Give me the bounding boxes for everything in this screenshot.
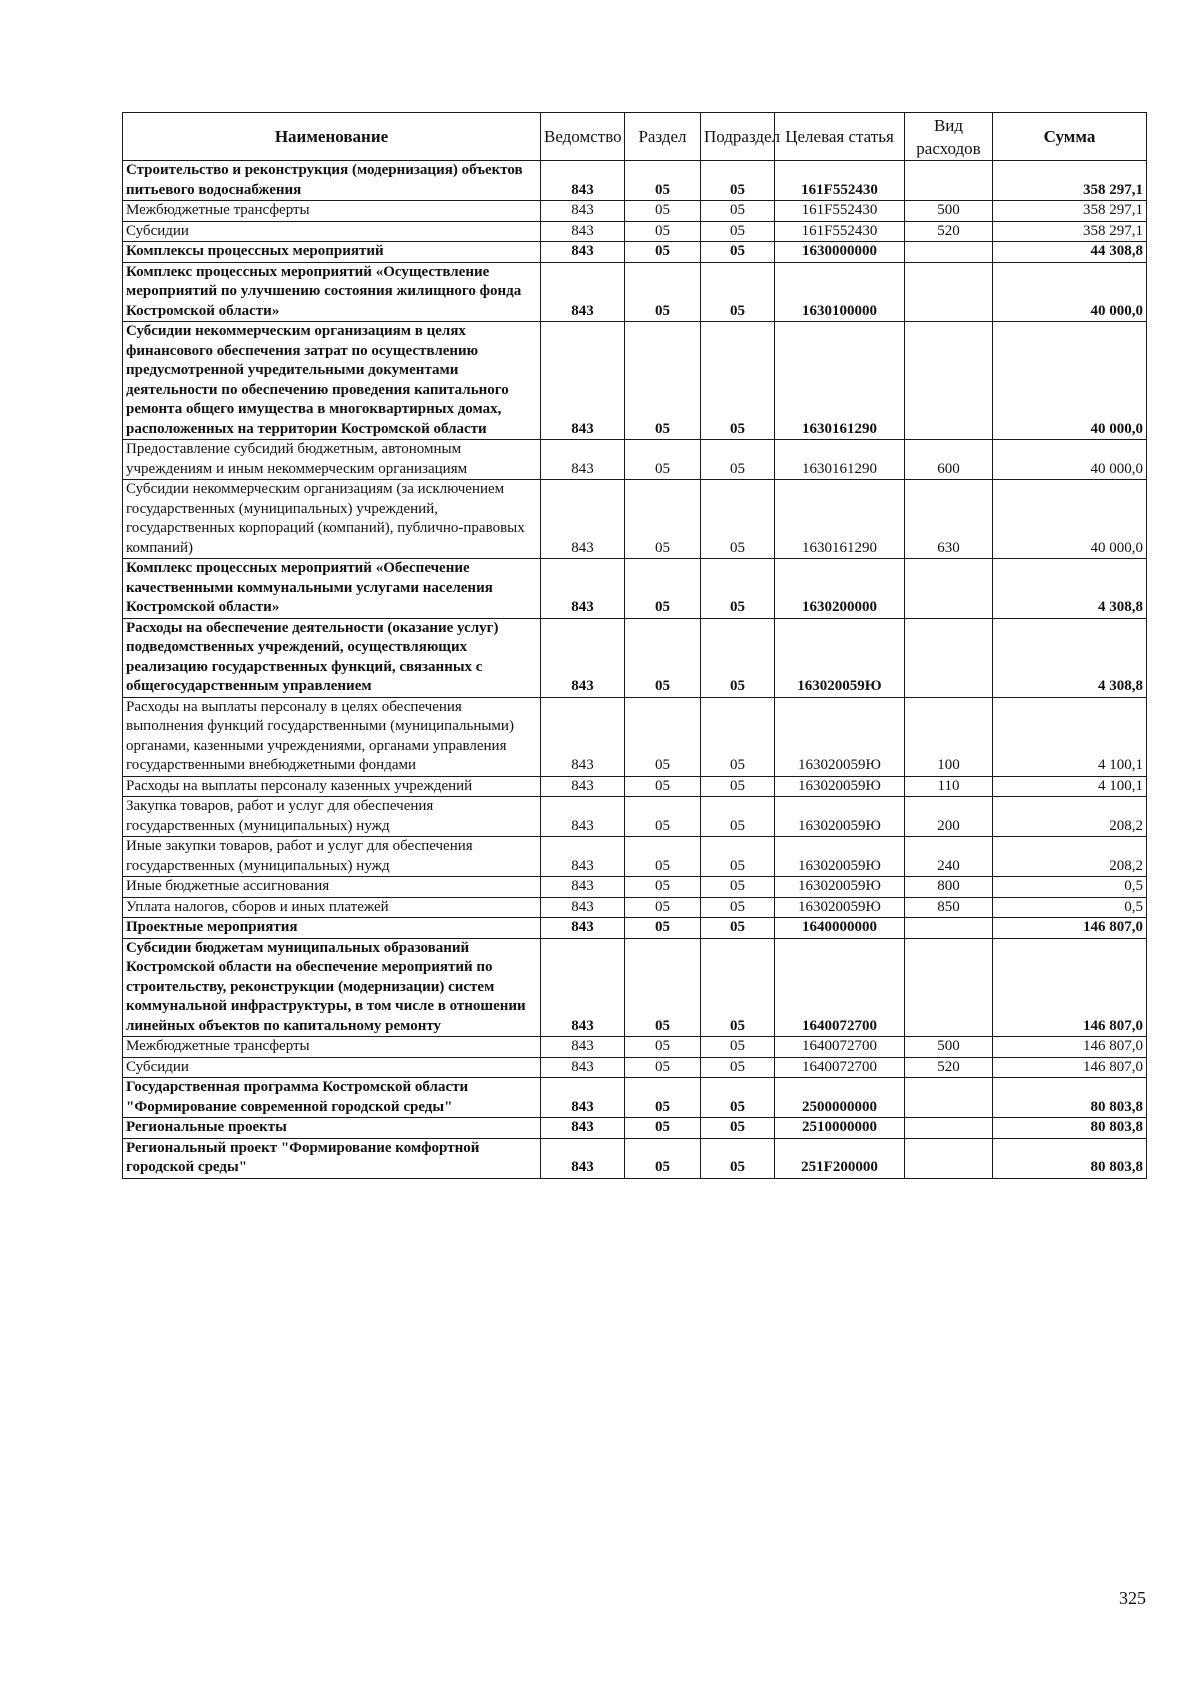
cell-subsection: 05 <box>701 221 775 242</box>
cell-section: 05 <box>625 242 701 263</box>
cell-name: Предоставление субсидий бюджетным, автономным учреждениям и иным некоммерческим организациям <box>123 440 541 480</box>
cell-kind <box>905 1118 993 1139</box>
cell-name: Региональный проект "Формирование комфортной городской среды" <box>123 1138 541 1178</box>
cell-dept: 843 <box>541 440 625 480</box>
cell-name: Уплата налогов, сборов и иных платежей <box>123 897 541 918</box>
table-body <box>123 161 1147 1179</box>
cell-kind <box>905 618 993 697</box>
cell-dept: 843 <box>541 938 625 1037</box>
cell-subsection: 05 <box>701 1118 775 1139</box>
table-row <box>123 440 1147 480</box>
table-row <box>123 1057 1147 1078</box>
cell-sum: 0,5 <box>993 877 1147 898</box>
table-row <box>123 837 1147 877</box>
header-section: Раздел <box>625 113 701 161</box>
cell-sum: 146 807,0 <box>993 918 1147 939</box>
cell-dept: 843 <box>541 480 625 559</box>
table-row <box>123 938 1147 1037</box>
cell-kind <box>905 322 993 440</box>
budget-table-container <box>122 112 1146 1179</box>
cell-sum: 4 100,1 <box>993 697 1147 776</box>
cell-target: 161F552430 <box>775 221 905 242</box>
cell-sum: 208,2 <box>993 797 1147 837</box>
cell-kind: 520 <box>905 221 993 242</box>
cell-kind <box>905 559 993 619</box>
cell-sum: 358 297,1 <box>993 201 1147 222</box>
cell-subsection: 05 <box>701 776 775 797</box>
cell-kind <box>905 262 993 322</box>
cell-name: Комплекс процессных мероприятий «Осуществление мероприятий по улучшению состояния жилищного фонда Костромской области» <box>123 262 541 322</box>
table-header-row <box>123 113 1147 161</box>
page-number: 325 <box>1119 1588 1146 1608</box>
cell-kind: 600 <box>905 440 993 480</box>
cell-dept: 843 <box>541 262 625 322</box>
cell-subsection: 05 <box>701 262 775 322</box>
cell-dept: 843 <box>541 837 625 877</box>
cell-subsection: 05 <box>701 1057 775 1078</box>
cell-target: 1630200000 <box>775 559 905 619</box>
cell-section: 05 <box>625 697 701 776</box>
cell-target: 161F552430 <box>775 201 905 222</box>
cell-section: 05 <box>625 480 701 559</box>
cell-sum: 40 000,0 <box>993 262 1147 322</box>
table-row <box>123 480 1147 559</box>
cell-subsection: 05 <box>701 559 775 619</box>
cell-section: 05 <box>625 440 701 480</box>
cell-target: 163020059Ю <box>775 897 905 918</box>
cell-sum: 80 803,8 <box>993 1138 1147 1178</box>
cell-target: 1630000000 <box>775 242 905 263</box>
cell-sum: 80 803,8 <box>993 1118 1147 1139</box>
cell-sum: 80 803,8 <box>993 1078 1147 1118</box>
cell-subsection: 05 <box>701 938 775 1037</box>
cell-target: 163020059Ю <box>775 697 905 776</box>
cell-section: 05 <box>625 618 701 697</box>
cell-dept: 843 <box>541 618 625 697</box>
cell-dept: 843 <box>541 1037 625 1058</box>
cell-target: 2500000000 <box>775 1078 905 1118</box>
cell-kind <box>905 161 993 201</box>
cell-section: 05 <box>625 1118 701 1139</box>
cell-name: Межбюджетные трансферты <box>123 201 541 222</box>
cell-sum: 4 100,1 <box>993 776 1147 797</box>
cell-dept: 843 <box>541 559 625 619</box>
cell-target: 163020059Ю <box>775 877 905 898</box>
cell-target: 163020059Ю <box>775 618 905 697</box>
cell-target: 1640072700 <box>775 938 905 1037</box>
table-row <box>123 897 1147 918</box>
cell-kind: 100 <box>905 697 993 776</box>
table-row <box>123 918 1147 939</box>
cell-target: 1640000000 <box>775 918 905 939</box>
header-name: Наименование <box>123 113 541 161</box>
cell-section: 05 <box>625 1057 701 1078</box>
cell-target: 1630100000 <box>775 262 905 322</box>
cell-sum: 44 308,8 <box>993 242 1147 263</box>
cell-section: 05 <box>625 776 701 797</box>
cell-section: 05 <box>625 262 701 322</box>
cell-name: Комплексы процессных мероприятий <box>123 242 541 263</box>
table-row <box>123 697 1147 776</box>
cell-sum: 40 000,0 <box>993 440 1147 480</box>
cell-target: 251F200000 <box>775 1138 905 1178</box>
cell-subsection: 05 <box>701 1037 775 1058</box>
cell-sum: 0,5 <box>993 897 1147 918</box>
table-row <box>123 1138 1147 1178</box>
table-row <box>123 776 1147 797</box>
table-row <box>123 797 1147 837</box>
cell-subsection: 05 <box>701 1138 775 1178</box>
cell-target: 2510000000 <box>775 1118 905 1139</box>
cell-subsection: 05 <box>701 322 775 440</box>
cell-name: Субсидии <box>123 1057 541 1078</box>
table-row <box>123 221 1147 242</box>
table-row <box>123 201 1147 222</box>
cell-dept: 843 <box>541 877 625 898</box>
header-target: Целевая статья <box>775 113 905 161</box>
cell-dept: 843 <box>541 1138 625 1178</box>
header-subsection: Подраздел <box>701 113 775 161</box>
cell-section: 05 <box>625 221 701 242</box>
cell-kind: 200 <box>905 797 993 837</box>
cell-dept: 843 <box>541 1057 625 1078</box>
cell-name: Комплекс процессных мероприятий «Обеспечение качественными коммунальными услугами населения Костромской области» <box>123 559 541 619</box>
cell-section: 05 <box>625 559 701 619</box>
cell-kind: 850 <box>905 897 993 918</box>
cell-kind <box>905 1078 993 1118</box>
cell-section: 05 <box>625 1078 701 1118</box>
cell-sum: 4 308,8 <box>993 559 1147 619</box>
cell-kind <box>905 242 993 263</box>
table-row <box>123 242 1147 263</box>
cell-name: Иные бюджетные ассигнования <box>123 877 541 898</box>
cell-sum: 146 807,0 <box>993 1057 1147 1078</box>
cell-dept: 843 <box>541 242 625 263</box>
cell-name: Государственная программа Костромской области "Формирование современной городской среды" <box>123 1078 541 1118</box>
cell-dept: 843 <box>541 697 625 776</box>
cell-section: 05 <box>625 837 701 877</box>
cell-section: 05 <box>625 1037 701 1058</box>
cell-target: 1630161290 <box>775 480 905 559</box>
cell-subsection: 05 <box>701 877 775 898</box>
cell-subsection: 05 <box>701 161 775 201</box>
cell-kind: 110 <box>905 776 993 797</box>
cell-name: Расходы на выплаты персоналу в целях обеспечения выполнения функций государственными (муниципальными) органами, казенными учреждениями, органами управления государственными внебюджетными фондами <box>123 697 541 776</box>
cell-name: Расходы на обеспечение деятельности (оказание услуг) подведомственных учреждений, осуществляющих реализацию государственных функций, связанных с общегосударственным управлением <box>123 618 541 697</box>
cell-dept: 843 <box>541 322 625 440</box>
cell-dept: 843 <box>541 1118 625 1139</box>
cell-name: Субсидии <box>123 221 541 242</box>
cell-subsection: 05 <box>701 697 775 776</box>
cell-kind: 520 <box>905 1057 993 1078</box>
cell-target: 163020059Ю <box>775 776 905 797</box>
cell-sum: 40 000,0 <box>993 480 1147 559</box>
cell-sum: 208,2 <box>993 837 1147 877</box>
cell-kind: 500 <box>905 1037 993 1058</box>
cell-name: Субсидии некоммерческим организациям (за исключением государственных (муниципальных) учреждений, государственных корпораций (компаний), публично-правовых компаний) <box>123 480 541 559</box>
header-kind: Вид расходов <box>905 113 993 161</box>
cell-kind <box>905 1138 993 1178</box>
cell-kind <box>905 918 993 939</box>
cell-target: 1640072700 <box>775 1057 905 1078</box>
cell-subsection: 05 <box>701 201 775 222</box>
header-dept: Ведомство <box>541 113 625 161</box>
table-row <box>123 618 1147 697</box>
cell-kind <box>905 938 993 1037</box>
cell-name: Закупка товаров, работ и услуг для обеспечения государственных (муниципальных) нужд <box>123 797 541 837</box>
cell-subsection: 05 <box>701 618 775 697</box>
budget-table <box>122 112 1147 1179</box>
cell-name: Субсидии бюджетам муниципальных образований Костромской области на обеспечение мероприятий по строительству, реконструкции (модернизации) систем коммунальной инфраструктуры, в том числе в отношении линейных объектов по капитальному ремонту <box>123 938 541 1037</box>
cell-sum: 146 807,0 <box>993 1037 1147 1058</box>
cell-subsection: 05 <box>701 480 775 559</box>
table-row <box>123 1037 1147 1058</box>
cell-sum: 358 297,1 <box>993 221 1147 242</box>
cell-dept: 843 <box>541 1078 625 1118</box>
cell-name: Иные закупки товаров, работ и услуг для обеспечения государственных (муниципальных) нужд <box>123 837 541 877</box>
cell-dept: 843 <box>541 776 625 797</box>
cell-subsection: 05 <box>701 242 775 263</box>
table-row <box>123 1118 1147 1139</box>
cell-name: Расходы на выплаты персоналу казенных учреждений <box>123 776 541 797</box>
cell-sum: 40 000,0 <box>993 322 1147 440</box>
cell-dept: 843 <box>541 897 625 918</box>
table-row <box>123 559 1147 619</box>
table-row <box>123 322 1147 440</box>
cell-sum: 358 297,1 <box>993 161 1147 201</box>
cell-section: 05 <box>625 161 701 201</box>
cell-subsection: 05 <box>701 1078 775 1118</box>
cell-target: 161F552430 <box>775 161 905 201</box>
cell-target: 163020059Ю <box>775 797 905 837</box>
header-sum: Сумма <box>993 113 1147 161</box>
cell-name: Субсидии некоммерческим организациям в целях финансового обеспечения затрат по осуществлению предусмотренной учредительными документами деятельности по обеспечению проведения капитального ремонта общего имущества в многоквартирных домах, расположенных на территории Костромской области <box>123 322 541 440</box>
cell-name: Межбюджетные трансферты <box>123 1037 541 1058</box>
table-row <box>123 1078 1147 1118</box>
cell-name: Строительство и реконструкция (модернизация) объектов питьевого водоснабжения <box>123 161 541 201</box>
table-row <box>123 262 1147 322</box>
cell-dept: 843 <box>541 918 625 939</box>
cell-sum: 4 308,8 <box>993 618 1147 697</box>
cell-kind: 500 <box>905 201 993 222</box>
cell-section: 05 <box>625 797 701 837</box>
cell-kind: 240 <box>905 837 993 877</box>
cell-section: 05 <box>625 918 701 939</box>
cell-dept: 843 <box>541 201 625 222</box>
cell-section: 05 <box>625 877 701 898</box>
cell-section: 05 <box>625 201 701 222</box>
table-row <box>123 877 1147 898</box>
table-row <box>123 161 1147 201</box>
cell-name: Проектные мероприятия <box>123 918 541 939</box>
cell-section: 05 <box>625 938 701 1037</box>
cell-name: Региональные проекты <box>123 1118 541 1139</box>
cell-dept: 843 <box>541 221 625 242</box>
cell-section: 05 <box>625 897 701 918</box>
cell-dept: 843 <box>541 797 625 837</box>
cell-subsection: 05 <box>701 897 775 918</box>
cell-target: 1630161290 <box>775 322 905 440</box>
cell-subsection: 05 <box>701 797 775 837</box>
cell-subsection: 05 <box>701 837 775 877</box>
cell-kind: 800 <box>905 877 993 898</box>
cell-subsection: 05 <box>701 918 775 939</box>
cell-kind: 630 <box>905 480 993 559</box>
cell-dept: 843 <box>541 161 625 201</box>
cell-target: 163020059Ю <box>775 837 905 877</box>
cell-sum: 146 807,0 <box>993 938 1147 1037</box>
cell-subsection: 05 <box>701 440 775 480</box>
cell-section: 05 <box>625 322 701 440</box>
cell-target: 1640072700 <box>775 1037 905 1058</box>
cell-target: 1630161290 <box>775 440 905 480</box>
cell-section: 05 <box>625 1138 701 1178</box>
